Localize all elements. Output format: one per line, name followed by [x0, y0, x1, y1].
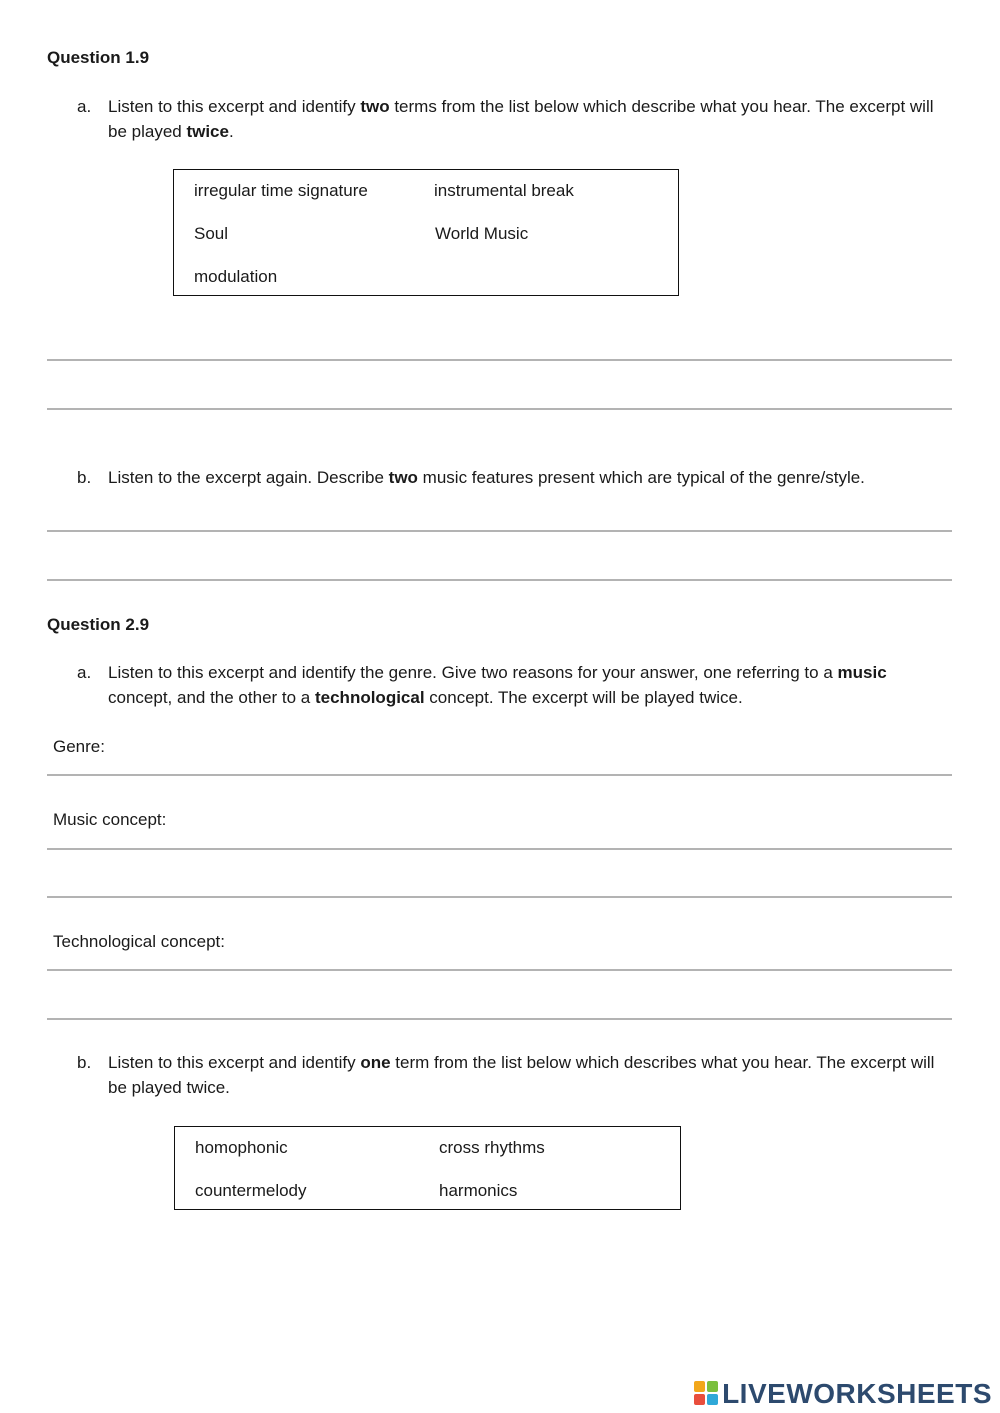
genre-label: Genre: — [53, 737, 105, 756]
term-option: Soul — [194, 224, 229, 243]
term-option: irregular time signature — [194, 181, 368, 200]
item-letter: a. — [77, 663, 92, 682]
term-option: countermelody — [195, 1181, 307, 1200]
music-concept-answer-line[interactable] — [47, 848, 952, 850]
question-1a-text: Listen to this excerpt and identify two terms from the list below which describe what you hear. The excerpt will be played twice. — [108, 97, 934, 141]
answer-line[interactable] — [47, 359, 952, 361]
item-letter: b. — [77, 1053, 92, 1072]
question-2-title: Question 2.9 — [47, 615, 150, 634]
item-letter: a. — [77, 97, 92, 116]
item-letter: b. — [77, 468, 92, 487]
question-1b-text: Listen to the excerpt again. Describe two music features present which are typical of the genre/style. — [108, 468, 865, 487]
genre-answer-line[interactable] — [47, 774, 952, 776]
technological-concept-answer-line[interactable] — [47, 969, 952, 971]
liveworksheets-logo-icon — [694, 1381, 718, 1405]
question-2a — [77, 660, 947, 710]
question-1a — [77, 94, 947, 144]
music-concept-answer-line[interactable] — [47, 896, 952, 898]
question-2b — [77, 1050, 947, 1100]
question-1b — [77, 465, 947, 490]
question-2b-text: Listen to this excerpt and identify one term from the list below which describes what you hear. The excerpt will be played twice. — [108, 1053, 935, 1097]
answer-line[interactable] — [47, 579, 952, 581]
brand-name: LIVEWORKSHEETS — [722, 1377, 992, 1409]
answer-line[interactable] — [47, 408, 952, 410]
question-2a-text: Listen to this excerpt and identify the genre. Give two reasons for your answer, one referring to a music concept, and the other to a technological concept. The excerpt will be played twice. — [108, 663, 887, 707]
technological-concept-answer-line[interactable] — [47, 1018, 952, 1020]
term-option: harmonics — [439, 1181, 518, 1200]
term-option: modulation — [194, 267, 278, 286]
liveworksheets-logo — [694, 1377, 992, 1409]
term-option: instrumental break — [434, 181, 574, 200]
term-list-box-2 — [174, 1126, 681, 1210]
technological-concept-label: Technological concept: — [53, 932, 226, 951]
term-list-box-1 — [173, 169, 679, 296]
music-concept-label: Music concept: — [53, 810, 167, 829]
answer-line[interactable] — [47, 530, 952, 532]
question-1-title: Question 1.9 — [47, 48, 150, 67]
term-option: World Music — [435, 224, 529, 243]
term-option: cross rhythms — [439, 1138, 545, 1157]
term-option: homophonic — [195, 1138, 288, 1157]
